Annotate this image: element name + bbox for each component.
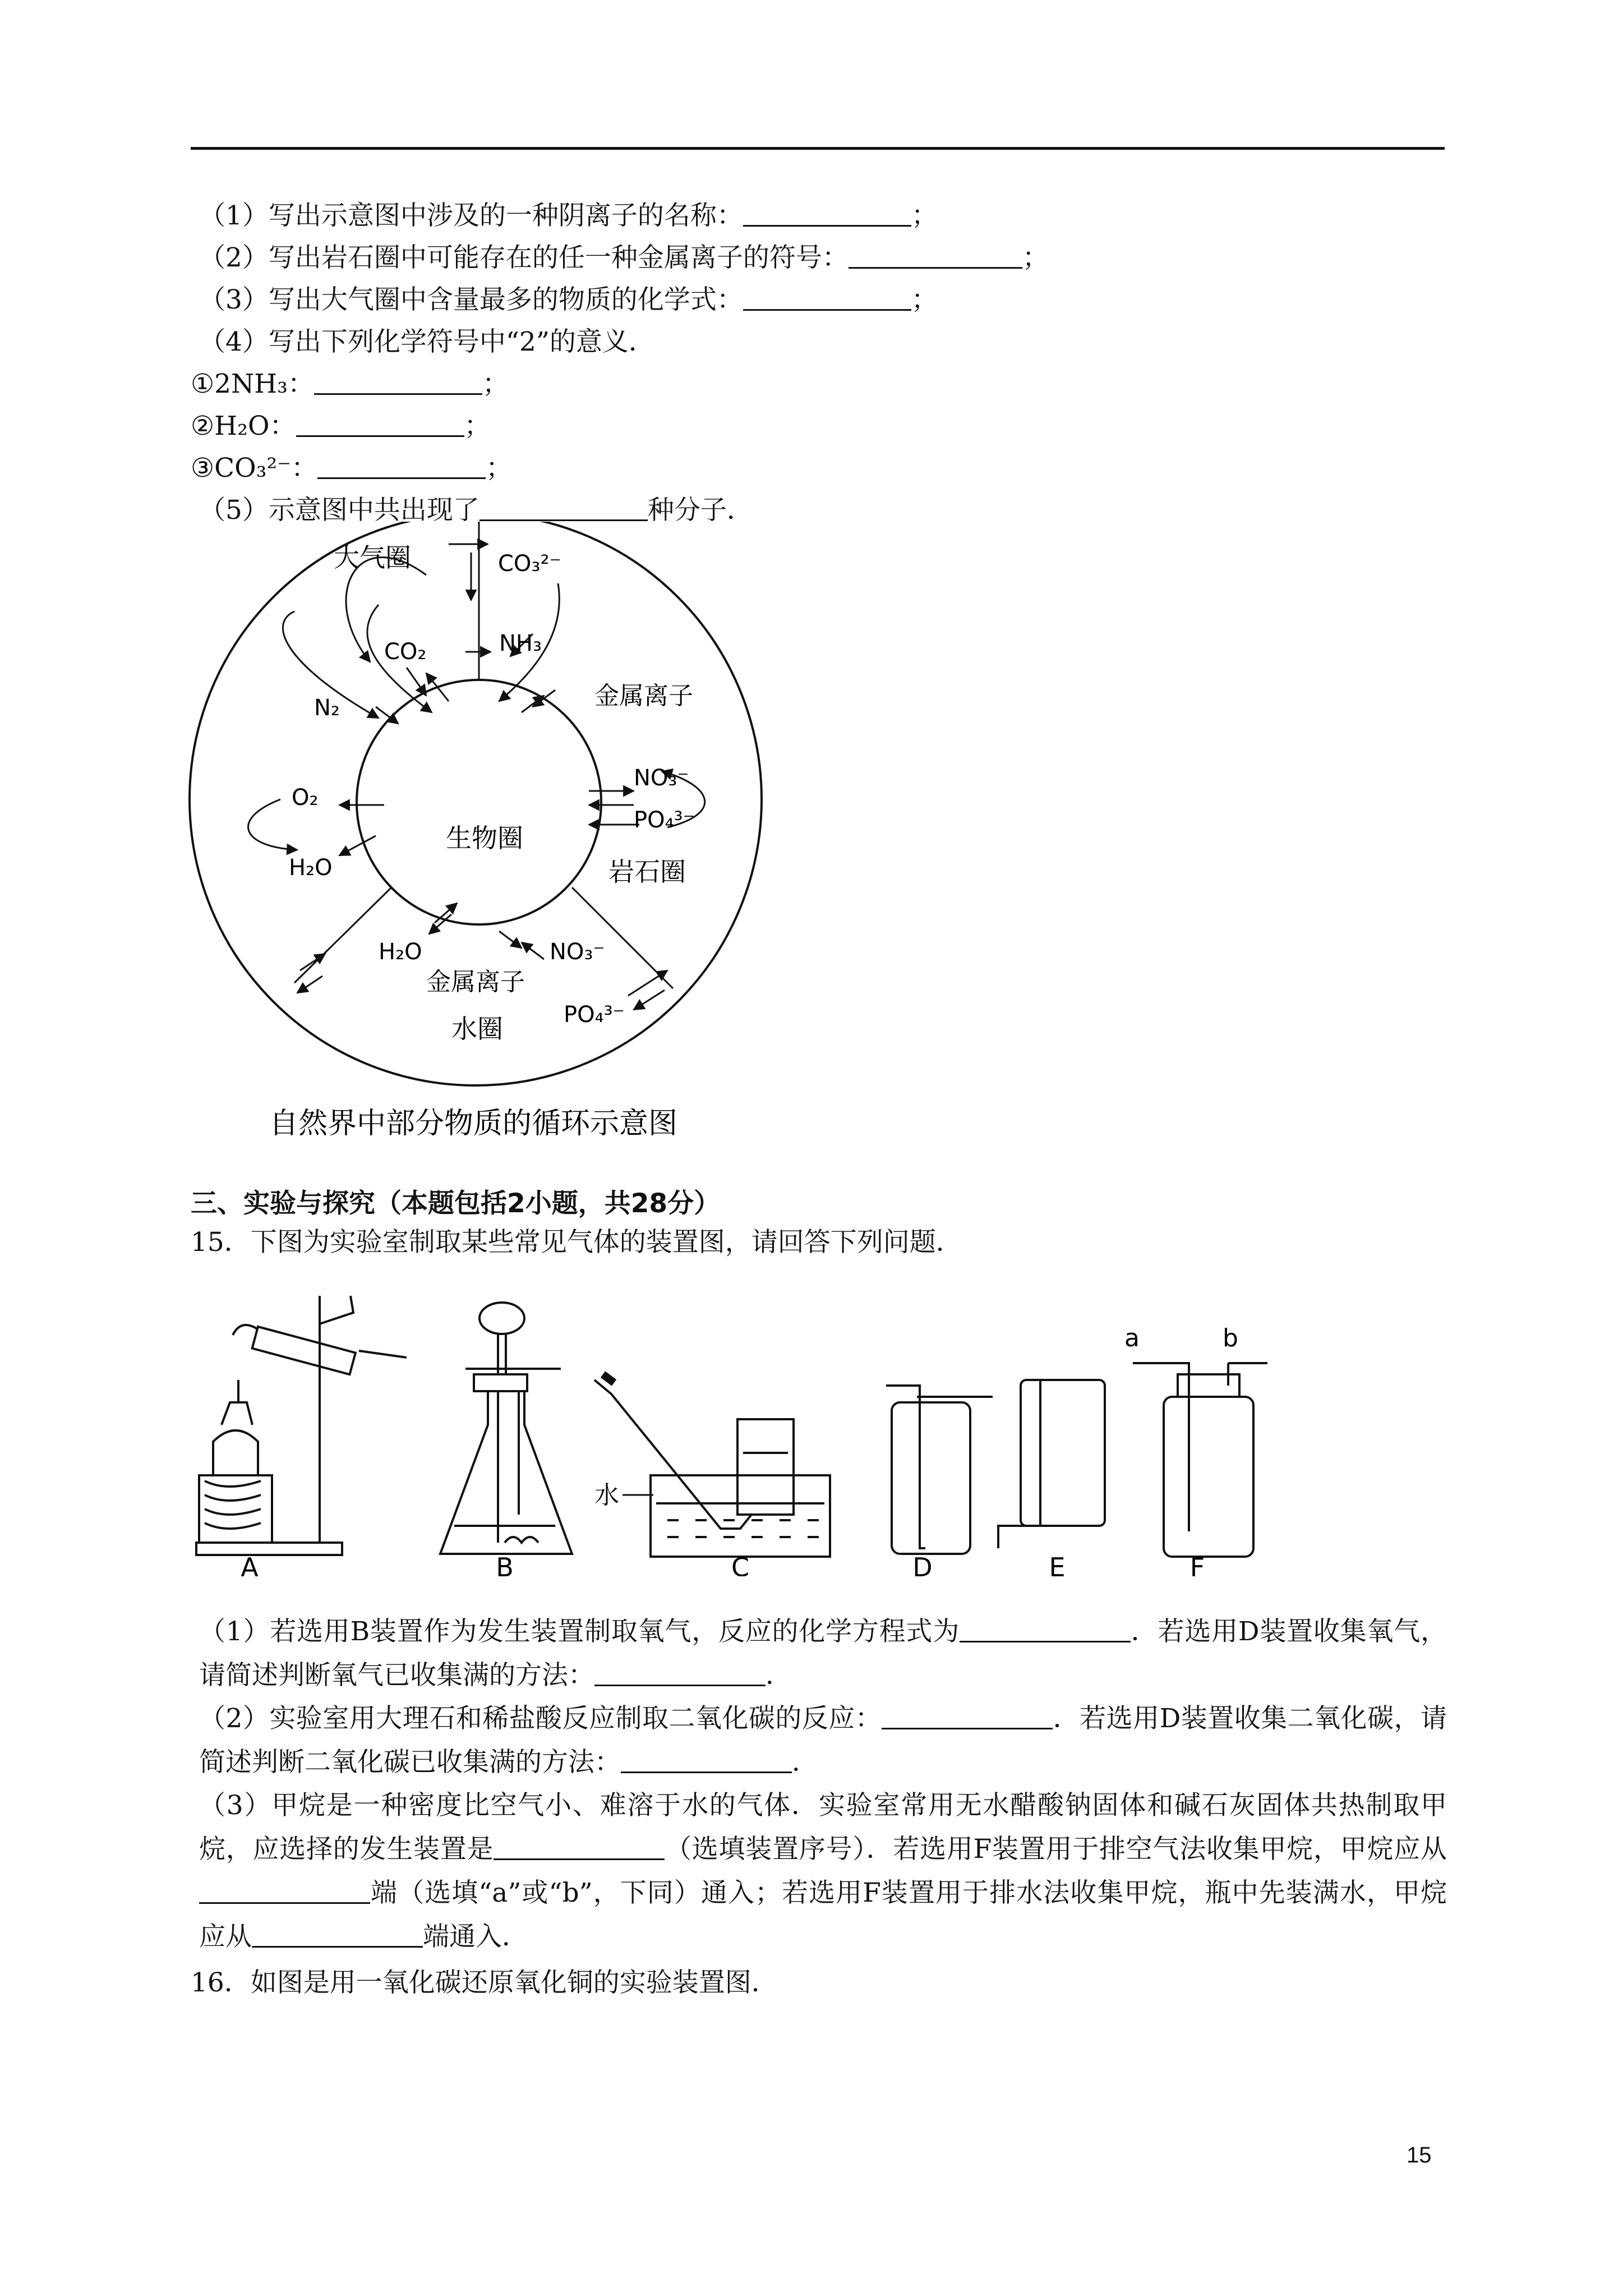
q15-intro: 15．下图为实验室制取某些常见气体的装置图，请回答下列问题． xyxy=(191,1227,962,1258)
apparatus-d xyxy=(886,1386,993,1554)
apparatus-label-a: A xyxy=(241,1552,259,1576)
diagram-caption: 自然界中部分物质的循环示意图 xyxy=(269,1107,678,1140)
q14-line-7: ③CO₃²⁻： ； xyxy=(191,453,513,484)
answer-blank[interactable] xyxy=(296,411,464,437)
answer-blank[interactable] xyxy=(621,1747,792,1773)
q14-line-2: （2）写出岩石圈中可能存在的任一种金属离子的符号： ； xyxy=(199,242,1049,273)
h2o-left-label: H₂O xyxy=(289,855,333,881)
answer-blank[interactable] xyxy=(849,242,1022,269)
h2o-bottom-label: H₂O xyxy=(379,939,422,965)
biosphere-circle xyxy=(357,680,601,924)
q15-part-3: （3）甲烷是一种密度比空气小、难溶于水的气体．实验室常用无水醋酸钠固体和碱石灰固体共热制取甲烷，应选择的发生装置是 （选填装置序号）．若选用F装置用于排空气法收集甲烷，甲烷应从端（选填“a”或“b”，下同）通入；若选用F装置用于排水法收集甲烷，瓶中先装满水，甲烷应从 端通入． xyxy=(199,1790,1447,1952)
apparatus-a xyxy=(196,1296,407,1555)
apparatus-label-f: F xyxy=(1189,1552,1205,1576)
q14-line-3: （3）写出大气圈中含量最多的物质的化学式： ； xyxy=(199,284,938,315)
q14-text-7: ③CO₃²⁻： xyxy=(191,453,318,484)
q14-line-5: ①2NH₃： ； xyxy=(191,369,509,399)
q15-part-2: （2）实验室用大理石和稀盐酸反应制取二氧化碳的反应： ．若选用D装置收集二氧化碳，请简述判断二氧化碳已收集满的方法： ． xyxy=(199,1703,1447,1778)
answer-blank[interactable] xyxy=(743,284,911,311)
q14-text-6: ②H₂O： xyxy=(191,411,296,441)
metal-ion-label-top: 金属离子 xyxy=(594,682,693,710)
q15-part-1: （1）若选用B装置作为发生装置制取氧气，反应的化学方程式为 ．若选用D装置收集氧气，请简述判断氧气已收集满的方法： ． xyxy=(199,1616,1447,1691)
cycle-diagram xyxy=(185,522,808,1150)
port-b-label: b xyxy=(1223,1324,1238,1352)
q14-line-8: （5）示意图中共出现了 种分子． xyxy=(199,495,753,526)
outer-circle xyxy=(190,522,762,1085)
q14-text-3: （3）写出大气圈中含量最多的物质的化学式： xyxy=(199,284,743,315)
apparatus-f xyxy=(1133,1363,1267,1557)
o2-label: O₂ xyxy=(292,785,319,811)
answer-blank[interactable] xyxy=(743,200,911,227)
q14-line-4 xyxy=(199,325,655,359)
q14-text-2: （2）写出岩石圈中可能存在的任一种金属离子的符号： xyxy=(199,242,849,273)
apparatus-label-d: D xyxy=(912,1552,933,1576)
hydrosphere-label: 水圈 xyxy=(451,1014,503,1044)
no3-right-label: NO₃⁻ xyxy=(634,765,689,791)
po4-right-label: PO₄³⁻ xyxy=(634,807,695,833)
water-label: 水 xyxy=(594,1481,619,1510)
apparatus-figure xyxy=(191,1279,1267,1576)
co3-label: CO₃²⁻ xyxy=(498,551,561,577)
answer-blank[interactable] xyxy=(960,1616,1131,1642)
apparatus-e xyxy=(998,1380,1105,1548)
header-rule xyxy=(191,147,1445,150)
answer-blank[interactable] xyxy=(199,1878,370,1904)
po4-bottom-label: PO₄³⁻ xyxy=(564,1002,625,1028)
n2-label: N₂ xyxy=(314,695,340,721)
answer-blank[interactable] xyxy=(317,453,486,479)
answer-blank[interactable] xyxy=(252,1921,423,1948)
q14-text-5: ①2NH₃： xyxy=(191,369,314,399)
nh3-label: NH₃ xyxy=(499,631,542,656)
atmosphere-label: 大气圈 xyxy=(334,542,411,573)
apparatus-b xyxy=(440,1303,572,1554)
metal-ion-label-bottom: 金属离子 xyxy=(426,968,525,996)
page-number: 15 xyxy=(1407,2143,1432,2168)
co2-label: CO₂ xyxy=(384,639,427,665)
no3-bottom-label: NO₃⁻ xyxy=(550,939,605,965)
q14-text-1: （1）写出示意图中涉及的一种阴离子的名称： xyxy=(199,200,743,231)
lithosphere-label: 岩石圈 xyxy=(608,857,686,887)
port-a-label: a xyxy=(1124,1324,1140,1352)
answer-blank[interactable] xyxy=(314,369,482,395)
answer-blank[interactable] xyxy=(882,1703,1053,1729)
apparatus-label-c: C xyxy=(731,1552,750,1576)
q14-text-8: （5）示意图中共出现了 xyxy=(199,495,479,526)
q14-text-4: （4）写出下列化学符号中“2”的意义． xyxy=(199,326,655,357)
answer-blank[interactable] xyxy=(479,495,648,521)
apparatus-label-e: E xyxy=(1049,1552,1066,1576)
section-heading: 三、实验与探究（本题包括2小题，共28分） xyxy=(191,1188,721,1219)
apparatus-label-b: B xyxy=(496,1552,514,1576)
answer-blank[interactable] xyxy=(594,1660,766,1686)
spoke-lines xyxy=(294,522,673,988)
apparatus-c xyxy=(594,1374,830,1557)
q16-intro: 16．如图是用一氧化碳还原氧化铜的实验装置图． xyxy=(191,1967,778,1998)
q14-line-1: （1）写出示意图中涉及的一种阴离子的名称： ； xyxy=(199,200,938,231)
biosphere-label: 生物圈 xyxy=(446,823,523,853)
q14-line-6: ②H₂O： ； xyxy=(191,411,491,441)
answer-blank[interactable] xyxy=(494,1834,665,1860)
